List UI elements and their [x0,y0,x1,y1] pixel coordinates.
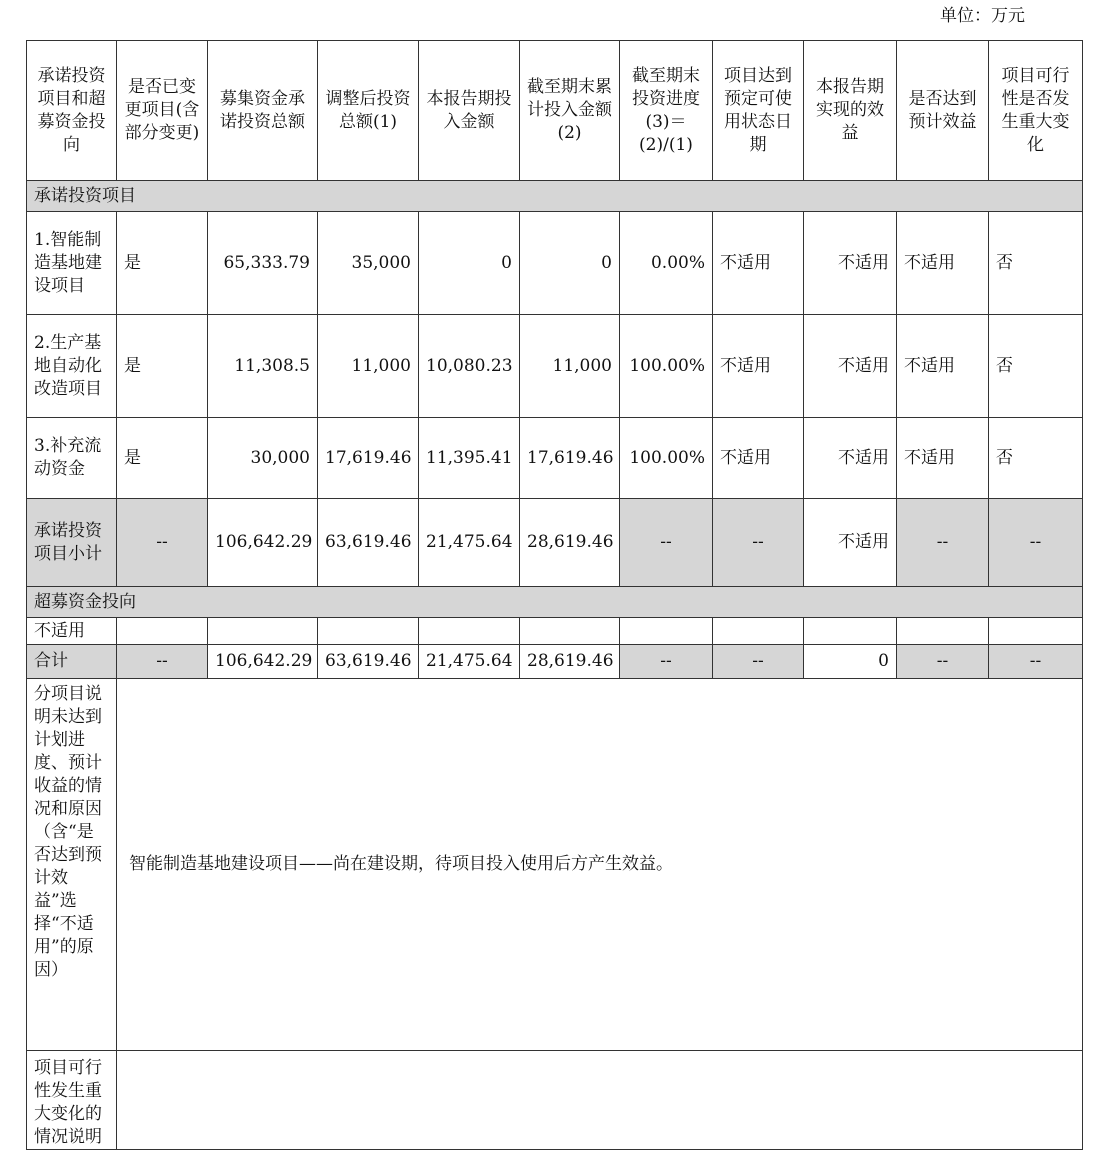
total-row [27,645,1083,679]
section-title: 超募资金投向 [27,587,1083,618]
feasibility-cell: 否 [989,315,1083,418]
benefit-cell: 不适用 [804,418,897,499]
ready-date-cell: 不适用 [713,418,804,499]
explanation-text: 智能制造基地建设项目——尚在建设期，待项目投入使用后方产生效益。 [117,679,1083,1051]
feasibility-row [27,1051,1083,1150]
header-cell: 本报告期投入金额 [419,41,520,181]
section-row-committed [27,181,1083,212]
feasibility-cell: -- [989,499,1083,587]
period-cell: 21,475.64 [419,645,520,679]
benefit-cell: 不适用 [804,212,897,315]
adjusted-cell: 17,619.46 [318,418,419,499]
table-row [27,418,1083,499]
progress-cell: -- [620,499,713,587]
benefit-cell: 0 [804,645,897,679]
changed-cell: 是 [117,315,208,418]
header-row [27,41,1083,181]
header-cell: 本报告期实现的效益 [804,41,897,181]
reached-cell: -- [897,645,989,679]
committed-cell: 65,333.79 [208,212,318,315]
changed-cell: 是 [117,212,208,315]
period-cell: 10,080.23 [419,315,520,418]
overraised-cell: 不适用 [27,618,117,645]
feasibility-text [117,1051,1083,1150]
project-name: 承诺投资项目小计 [27,499,117,587]
fund-usage-table [26,40,1083,1150]
changed-cell: -- [117,499,208,587]
header-cell: 截至期末投资进度(3)＝(2)/(1) [620,41,713,181]
benefit-cell: 不适用 [804,499,897,587]
project-name: 1.智能制造基地建设项目 [27,212,117,315]
period-cell: 0 [419,212,520,315]
section-title: 承诺投资项目 [27,181,1083,212]
progress-cell: 0.00% [620,212,713,315]
progress-cell: 100.00% [620,315,713,418]
changed-cell: -- [117,645,208,679]
section-row-overraised [27,587,1083,618]
progress-cell: -- [620,645,713,679]
header-cell: 调整后投资总额(1) [318,41,419,181]
committed-cell: 106,642.29 [208,645,318,679]
changed-cell: 是 [117,418,208,499]
adjusted-cell: 63,619.46 [318,499,419,587]
reached-cell: 不适用 [897,418,989,499]
header-cell: 截至期末累计投入金额(2) [520,41,620,181]
committed-cell: 106,642.29 [208,499,318,587]
table-row [27,315,1083,418]
feasibility-label: 项目可行性发生重大变化的情况说明 [27,1051,117,1150]
benefit-cell: 不适用 [804,315,897,418]
reached-cell: 不适用 [897,315,989,418]
table-row [27,618,1083,645]
period-cell: 21,475.64 [419,499,520,587]
committed-cell: 11,308.5 [208,315,318,418]
header-cell: 是否已变更项目(含部分变更) [117,41,208,181]
reached-cell: -- [897,499,989,587]
project-name: 3.补充流动资金 [27,418,117,499]
cumulative-cell: 28,619.46 [520,499,620,587]
unit-label: 单位：万元 [940,6,1025,26]
header-cell: 是否达到预计效益 [897,41,989,181]
adjusted-cell: 63,619.46 [318,645,419,679]
committed-cell: 30,000 [208,418,318,499]
explanation-row [27,679,1083,1051]
subtotal-row [27,499,1083,587]
header-cell: 承诺投资项目和超募资金投向 [27,41,117,181]
header-cell: 募集资金承诺投资总额 [208,41,318,181]
header-cell: 项目可行性是否发生重大变化 [989,41,1083,181]
project-name: 2.生产基地自动化改造项目 [27,315,117,418]
ready-date-cell: -- [713,645,804,679]
reached-cell: 不适用 [897,212,989,315]
feasibility-cell: 否 [989,418,1083,499]
cumulative-cell: 28,619.46 [520,645,620,679]
adjusted-cell: 11,000 [318,315,419,418]
explanation-label: 分项目说明未达到计划进度、预计收益的情况和原因（含“是否达到预计效益”选择“不适用”的原因） [27,679,117,1051]
header-cell: 项目达到预定可使用状态日期 [713,41,804,181]
cumulative-cell: 0 [520,212,620,315]
ready-date-cell: 不适用 [713,212,804,315]
cumulative-cell: 17,619.46 [520,418,620,499]
ready-date-cell: -- [713,499,804,587]
feasibility-cell: 否 [989,212,1083,315]
ready-date-cell: 不适用 [713,315,804,418]
period-cell: 11,395.41 [419,418,520,499]
project-name: 合计 [27,645,117,679]
table-row [27,212,1083,315]
adjusted-cell: 35,000 [318,212,419,315]
progress-cell: 100.00% [620,418,713,499]
feasibility-cell: -- [989,645,1083,679]
cumulative-cell: 11,000 [520,315,620,418]
